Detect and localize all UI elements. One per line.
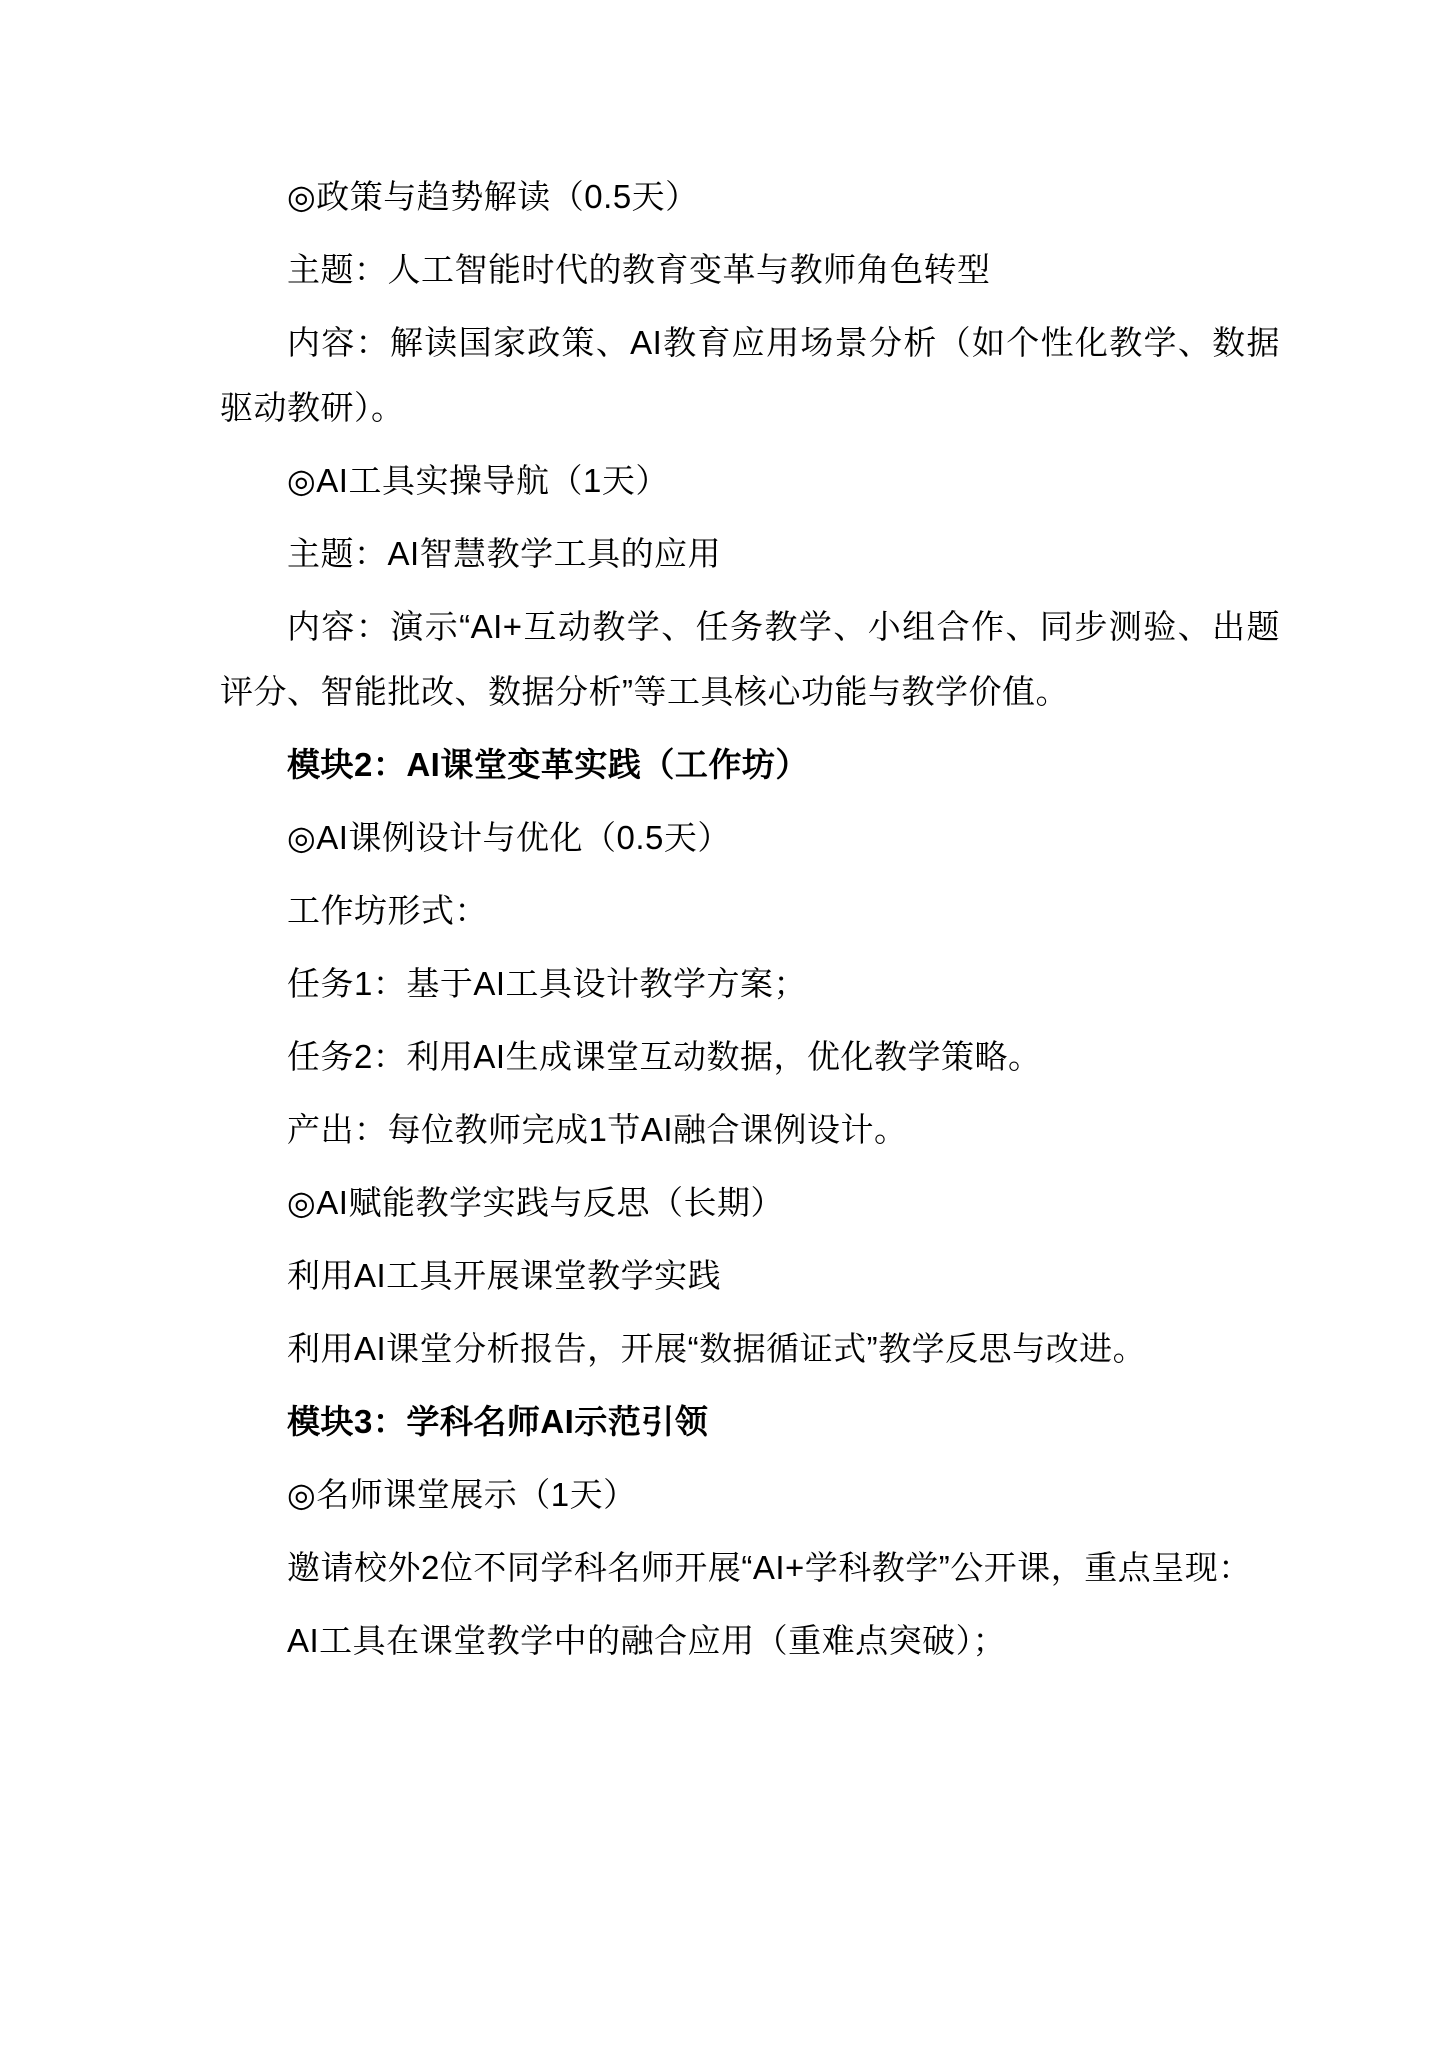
invite-teachers-line: 邀请校外2位不同学科名师开展“AI+学科教学”公开课，重点呈现： [287,1549,1252,1586]
module-2-heading: 模块2：AI课堂变革实践（工作坊） [287,746,809,783]
bullet-item-ai-tools-nav: ◎AI工具实操导航（1天） [287,462,669,499]
content-line: 内容：演示“AI+互动教学、任务教学、小组合作、同步测验、出题评分、智能批改、数据分析”等工具核心功能与教学价值。 [220,608,1280,710]
bullet-item-policy-trends: ◎政策与趋势解读（0.5天） [287,178,699,215]
content-line: 内容：解读国家政策、AI教育应用场景分析（如个性化教学、数据驱动教研）。 [220,324,1280,426]
task-2-line: 任务2：利用AI生成课堂互动数据，优化教学策略。 [287,1038,1042,1075]
document-body [220,164,1280,1673]
bullet-item-lesson-design: ◎AI课例设计与优化（0.5天） [287,819,731,856]
workshop-format-line: 工作坊形式： [287,892,488,929]
topic-line: 主题：AI智慧教学工具的应用 [287,535,722,572]
bullet-item-master-class: ◎名师课堂展示（1天） [287,1476,637,1513]
practice-line: 利用AI工具开展课堂教学实践 [287,1257,722,1294]
task-1-line: 任务1：基于AI工具设计教学方案； [287,965,808,1002]
reflection-line: 利用AI课堂分析报告，开展“数据循证式”教学反思与改进。 [287,1330,1147,1367]
output-line: 产出：每位教师完成1节AI融合课例设计。 [287,1111,908,1148]
ai-integration-line: AI工具在课堂教学中的融合应用（重难点突破）； [287,1622,1007,1659]
bullet-item-ai-practice-reflect: ◎AI赋能教学实践与反思（长期） [287,1184,784,1221]
topic-line: 主题：人工智能时代的教育变革与教师角色转型 [287,251,991,288]
module-3-heading: 模块3：学科名师AI示范引领 [287,1403,709,1440]
